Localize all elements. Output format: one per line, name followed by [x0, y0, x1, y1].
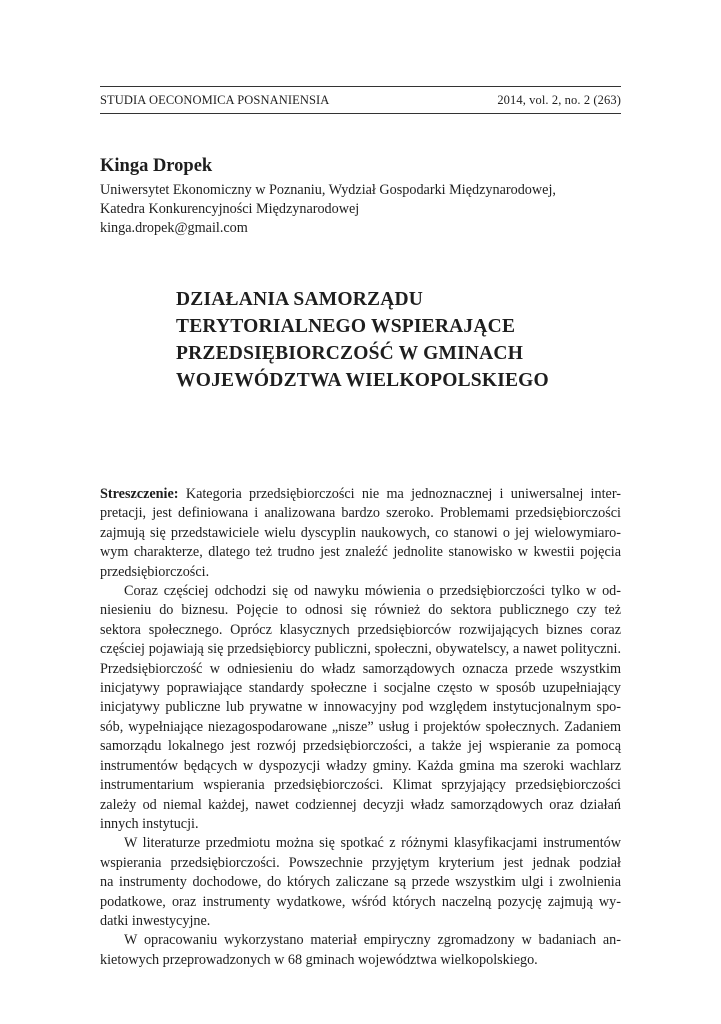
- author-affiliation: [100, 181, 556, 238]
- author-name: Kinga Dropek: [100, 156, 213, 176]
- running-header: [100, 93, 621, 108]
- affiliation-line: Uniwersytet Ekonomiczny w Poznaniu, Wydział Gospodarki Międzynarodowej,: [100, 182, 556, 198]
- abstract-line: sektora społecznego. Oprócz klasycznych przedsiębiorców rozwijających biznes coraz: [100, 621, 621, 638]
- abstract-line: wspierania przedsiębiorczości. Powszechnie przyjętym kryterium jest jednak podział: [100, 854, 621, 871]
- issue-info: 2014, vol. 2, no. 2 (263): [497, 93, 621, 107]
- abstract-line: sób, wypełniające niezagospodarowane „nisze” usług i projektów społecznych. Zadaniem: [100, 718, 621, 735]
- abstract-line: zależy od niemal każdej, nawet codziennej decyzji władz samorządowych oraz działań: [100, 796, 621, 813]
- abstract-line: Coraz częściej odchodzi się od nawyku mówienia o przedsiębiorczości tylko w od-: [124, 583, 621, 600]
- abstract-line: częściej pojawiają się przedsiębiorcy publiczni, społeczni, obywatelscy, a nawet polityczni.: [100, 641, 621, 658]
- title-line: PRZEDSIĘBIORCZOŚĆ W GMINACH: [176, 343, 524, 364]
- abstract-line: na instrumenty dochodowe, do których zaliczane są przede wszystkim ulgi i zwolnienia: [100, 874, 621, 891]
- abstract-line: niesieniu do biznesu. Pojęcie to odnosi się również do sektora publicznego czy też: [100, 602, 621, 619]
- title-line: WOJEWÓDZTWA WIELKOPOLSKIEGO: [176, 370, 549, 391]
- abstract-line: W literaturze przedmiotu można się spotkać z różnymi klasyfikacjami instrumentów: [124, 835, 621, 852]
- abstract-line: W opracowaniu wykorzystano materiał empiryczny zgromadzony w badaniach an-: [124, 932, 621, 949]
- abstract-line: zajmują się przedstawiciele wielu dyscyplin naukowych, co stanowi o jej wielowymiaro-: [100, 524, 621, 541]
- journal-name: STUDIA OECONOMICA POSNANIENSIA: [100, 93, 330, 107]
- abstract-line: instrumentarium wspierania przedsiębiorczości. Klimat sprzyjający przedsiębiorczości: [100, 777, 621, 794]
- abstract-line: kietowych przeprowadzonych w 68 gminach województwa wielkopolskiego.: [100, 951, 538, 968]
- abstract-line: pretacji, jest definiowana i analizowana bardzo szeroko. Problemami przedsiębiorczości: [100, 505, 621, 522]
- affiliation-line: Katedra Konkurencyjności Międzynarodowej: [100, 201, 360, 217]
- author-email: kinga.dropek@gmail.com: [100, 220, 248, 236]
- title-line: DZIAŁANIA SAMORZĄDU: [176, 289, 424, 310]
- abstract-line: inicjatywy poprawiające standardy społeczne i socjalne często w sposób uzupełniający: [100, 680, 621, 697]
- abstract: [100, 485, 621, 970]
- article-title: [176, 286, 616, 394]
- abstract-line: Streszczenie: Kategoria przedsiębiorczości nie ma jednoznacznej i uniwersalnej inter-: [100, 486, 621, 502]
- abstract-label: Streszczenie:: [100, 486, 179, 502]
- abstract-line: przedsiębiorczości.: [100, 563, 210, 580]
- abstract-line: Przedsiębiorczość w odniesieniu do władz samorządowych oznacza przede wszystkim: [100, 660, 621, 677]
- abstract-line: wym charakterze, dlatego też trudno jest znaleźć jednolite stanowisko w kwestii pojęcia: [100, 544, 621, 561]
- header-rule-top: [100, 86, 621, 87]
- abstract-line: samorządu lokalnego jest rozwój przedsiębiorczości, a także jej wspieranie za pomocą: [100, 738, 621, 755]
- abstract-line: instrumentów będących w dyspozycji władzy gminy. Każda gmina ma szeroki wachlarz: [100, 757, 621, 774]
- abstract-line: datki inwestycyjne.: [100, 912, 211, 929]
- abstract-line: inicjatywy publiczne lub prywatne w innowacyjny pod względem instytucjonalnym spo-: [100, 699, 621, 716]
- title-line: TERYTORIALNEGO WSPIERAJĄCE: [176, 316, 516, 337]
- abstract-line: innych instytucji.: [100, 815, 199, 832]
- header-rule-bottom: [100, 113, 621, 114]
- abstract-line: podatkowe, oraz instrumenty wydatkowe, wśród których naczelną pozycję zajmują wy-: [100, 893, 621, 910]
